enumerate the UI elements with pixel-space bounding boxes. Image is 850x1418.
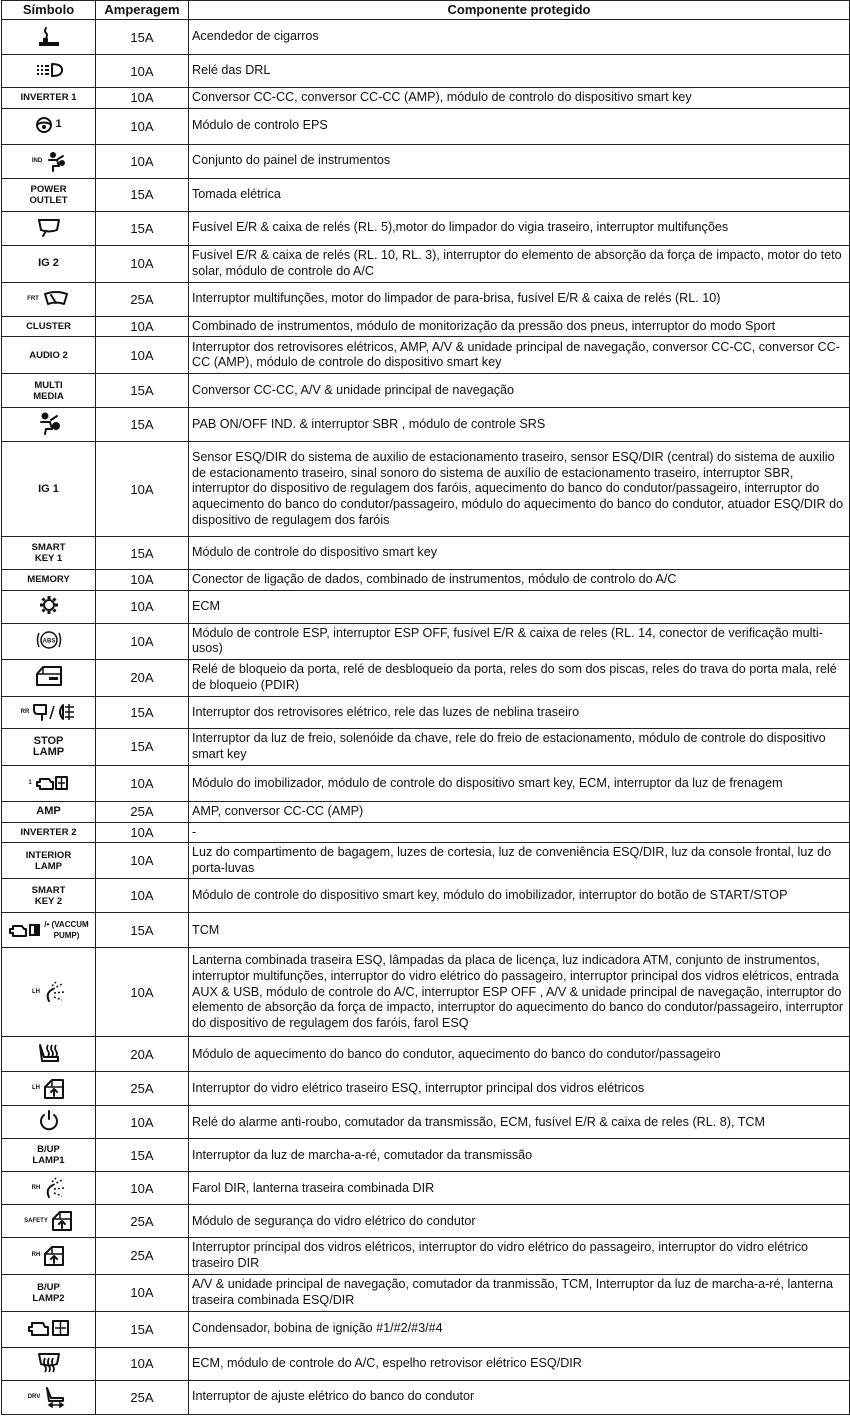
fuse-row <box>2 1274 850 1311</box>
fuse-symbol-cell <box>2 282 96 316</box>
eps-steering-icon <box>35 116 53 134</box>
fuse-amperage: 15A <box>96 178 189 211</box>
power-window-icon <box>43 1078 65 1100</box>
fuse-component: Interruptor do vidro elétrico traseiro ESQ, interruptor principal dos vidros elétricos <box>189 1072 850 1106</box>
fuse-row <box>2 696 850 728</box>
fuse-row <box>2 282 850 316</box>
fuse-symbol <box>32 981 65 1003</box>
fuse-component: - <box>189 822 850 843</box>
fuse-symbol-tag: FRT <box>27 295 39 302</box>
fuse-component: Acendedor de cigarros <box>189 20 850 55</box>
fuse-amperage: 15A <box>96 408 189 442</box>
rear-wiper-icon <box>36 217 62 237</box>
fuse-symbol-cell <box>2 144 96 178</box>
fuse-symbol-cell <box>2 879 96 913</box>
fuse-symbol-cell <box>2 913 96 948</box>
fuse-symbol-cell <box>2 1238 96 1274</box>
fuse-symbol-cell <box>2 20 96 55</box>
fuse-symbol <box>32 1078 65 1100</box>
tail-lamp-icon <box>43 1177 65 1199</box>
fuse-component: PAB ON/OFF IND. & interruptor SBR , módulo de controle SRS <box>189 408 850 442</box>
fuse-symbol-cell <box>2 801 96 822</box>
fuse-symbol-cell <box>2 822 96 843</box>
fuse-symbol-tag: RR <box>20 708 30 715</box>
fuse-amperage: 25A <box>96 1380 189 1414</box>
fuse-amperage: 10A <box>96 108 189 144</box>
fuse-symbol-suffix: 1 <box>55 118 62 131</box>
fuse-amperage: 25A <box>96 1205 189 1238</box>
fuse-symbol-label: POWER OUTLET <box>29 183 68 206</box>
fuse-symbol <box>32 1177 66 1199</box>
fuse-amperage: 10A <box>96 623 189 659</box>
engine-ignition-icon <box>27 1318 71 1338</box>
fuse-component: Interruptor da luz de freio, solenóide da chave, rele do freio de estacionamento, módulo de controle do dispositivo smart key <box>189 728 850 765</box>
fuse-symbol-cell <box>2 537 96 570</box>
fuse-amperage: 10A <box>96 316 189 337</box>
fuse-row <box>2 55 850 88</box>
fuse-row <box>2 537 850 570</box>
header-symbol: Símbolo <box>2 1 96 20</box>
fuse-symbol <box>30 184 68 206</box>
fuse-row <box>2 1139 850 1172</box>
fuse-component: Módulo de controle do dispositivo smart key, módulo do imobilizador, interruptor do botão de START/STOP <box>189 879 850 913</box>
fuse-symbol-label: INTERIOR LAMP <box>25 849 72 872</box>
fuse-symbol <box>38 484 59 495</box>
door-lock-icon <box>35 665 63 687</box>
fuse-symbol-cell <box>2 623 96 659</box>
fuse-symbol-label: /• (VACCUM PUMP) <box>44 919 89 940</box>
fuse-row <box>2 728 850 765</box>
fuse-component: Sensor ESQ/DIR do sistema de auxilio de estacionamento traseiro, sensor ESQ/DIR (central) do sistema de auxilio de estacionamento traseiro, sinal sonoro do sistema de auxílio de estacionamento traseiro, interruptor SBR, interruptor do dispositivo de regulagem dos faróis, aquecimento do banco do condutor/passageiro, interruptor do aquecimento do banco do condutor/passageiro, módulo do aquecimento do banco do condutor, atuador ESQ/DIR do dispositivo de regulagem dos faróis <box>189 442 850 537</box>
fuse-symbol <box>27 1318 71 1338</box>
fuse-symbol-label: MEMORY <box>27 574 70 586</box>
fuse-symbol-cell <box>2 245 96 282</box>
power-window-icon <box>51 1210 73 1232</box>
fuse-symbol-cell <box>2 55 96 88</box>
fuse-symbol-tag: DRV <box>27 1393 41 1400</box>
fuse-amperage: 15A <box>96 211 189 245</box>
fuse-symbol-cell <box>2 696 96 728</box>
fuse-symbol-cell <box>2 211 96 245</box>
engine-vacuum-pump-icon <box>8 921 42 939</box>
fuse-row <box>2 1380 850 1414</box>
fuse-row <box>2 659 850 696</box>
fuse-row <box>2 1072 850 1106</box>
svg-text:ABS: ABS <box>42 638 55 645</box>
fuse-component: Módulo de aquecimento do banco do condutor, aquecimento do banco do condutor/passageiro <box>189 1037 850 1072</box>
fuse-symbol-cell <box>2 1037 96 1072</box>
fuse-row <box>2 765 850 801</box>
fuse-row <box>2 178 850 211</box>
fuse-table <box>1 0 850 1415</box>
fuse-component: Módulo de controle ESP, interruptor ESP OFF, fusível E/R & caixa de reles (RL. 14, conector de verificação multi-usos) <box>189 623 850 659</box>
fuse-component: Conversor CC-CC, A/V & unidade principal de navegação <box>189 374 850 408</box>
fuse-amperage: 25A <box>96 1238 189 1274</box>
abs-icon <box>35 628 63 652</box>
fuse-component: Módulo de controlo EPS <box>189 108 850 144</box>
fuse-amperage: 10A <box>96 843 189 879</box>
fuse-row <box>2 948 850 1037</box>
fuse-component: Conjunto do painel de instrumentos <box>189 144 850 178</box>
fuse-symbol <box>27 574 69 585</box>
fuse-row <box>2 623 850 659</box>
fuse-symbol-tag: IND <box>31 157 43 164</box>
fuse-symbol <box>26 850 71 872</box>
fuse-symbol-cell <box>2 570 96 591</box>
fuse-symbol-tag: 1 <box>28 779 32 786</box>
fuse-symbol <box>27 290 70 308</box>
fuse-amperage: 10A <box>96 1347 189 1380</box>
fuse-amperage: 10A <box>96 879 189 913</box>
fuse-symbol <box>35 628 63 652</box>
fuse-symbol <box>34 62 64 78</box>
fuse-symbol <box>38 258 59 269</box>
fuse-symbol <box>32 1282 64 1304</box>
fuse-row <box>2 1205 850 1238</box>
tail-lamp-icon <box>43 981 65 1003</box>
fuse-symbol <box>36 411 62 435</box>
fuse-component: Interruptor dos retrovisores elétrico, rele das luzes de neblina traseiro <box>189 696 850 728</box>
fuse-symbol-tag: RH <box>31 1184 41 1191</box>
fuse-symbol-cell <box>2 178 96 211</box>
fuse-symbol-cell <box>2 408 96 442</box>
fuse-amperage: 15A <box>96 696 189 728</box>
fuse-symbol <box>21 827 77 838</box>
fuse-amperage: 25A <box>96 801 189 822</box>
fuse-symbol-tag: SAFETY <box>24 1217 48 1224</box>
seat-heater-icon <box>36 1042 62 1064</box>
fuse-symbol-label: CLUSTER <box>26 320 71 332</box>
fuse-row <box>2 20 850 55</box>
fuse-symbol-cell <box>2 1172 96 1205</box>
fuse-component: Combinado de instrumentos, módulo de monitorização da pressão dos pneus, interruptor do modo Sport <box>189 316 850 337</box>
fuse-symbol <box>29 350 68 361</box>
fuse-component: Interruptor dos retrovisores elétricos, AMP, A/V & unidade principal de navegação, conversor CC-CC, conversor CC-CC (AMP), módulo de controle do dispositivo smart key <box>189 337 850 374</box>
fuse-row <box>2 211 850 245</box>
fuse-row <box>2 316 850 337</box>
fuse-component: Módulo de controle do dispositivo smart key <box>189 537 850 570</box>
cigarette-lighter-icon <box>37 25 61 47</box>
fuse-symbol <box>36 217 62 237</box>
drl-lamp-icon <box>34 62 64 78</box>
fuse-row <box>2 1106 850 1139</box>
fuse-amperage: 10A <box>96 822 189 843</box>
fuse-symbol <box>28 774 68 792</box>
fuse-component: Lanterna combinada traseira ESQ, lâmpadas da placa de licença, luz indicadora ATM, conjunto de instrumentos, interruptor multifunções, interruptor do vidro elétrico do passageiro, interruptor principal dos vidros elétricos, entrada AUX & USB, módulo de controle do A/C, interruptor ESP OFF , A/V & unidade principal de navegação, interruptor do elemento de absorção da força de impacto, interruptor do aquecimento do banco do condutor/passageiro, interruptor do dispositivo de regulagem dos faróis, farol ESQ <box>189 948 850 1037</box>
fuse-component: Fusível E/R & caixa de relés (RL. 10, RL. 3), interruptor do elemento de absorção da força de impacto, motor do teto solar, módulo de controle do A/C <box>189 245 850 282</box>
fuse-symbol-cell <box>2 1311 96 1347</box>
fuse-symbol-cell <box>2 728 96 765</box>
fuse-symbol-cell <box>2 1274 96 1311</box>
fuse-symbol <box>33 736 64 758</box>
fuse-component: Interruptor multifunções, motor do limpador de para-brisa, fusível E/R & caixa de relés (RL. 10) <box>189 282 850 316</box>
fuse-symbol <box>26 321 71 332</box>
fuse-component: Condensador, bobina de ignição #1/#2/#3/#4 <box>189 1311 850 1347</box>
fuse-symbol-label: AUDIO 2 <box>29 349 68 361</box>
fuse-symbol <box>35 665 63 687</box>
fuse-row <box>2 144 850 178</box>
fuse-symbol-label: SMART KEY 2 <box>31 884 66 907</box>
fuse-amperage: 10A <box>96 948 189 1037</box>
fuse-amperage: 15A <box>96 1139 189 1172</box>
fuse-amperage: 10A <box>96 144 189 178</box>
fuse-symbol <box>24 1210 73 1232</box>
fuse-amperage: 10A <box>96 245 189 282</box>
fuse-row <box>2 843 850 879</box>
fuse-row <box>2 570 850 591</box>
fuse-symbol <box>32 885 66 907</box>
fuse-symbol <box>32 1245 66 1267</box>
fuse-symbol-label: INVERTER 1 <box>20 92 77 104</box>
fuse-symbol <box>21 702 77 722</box>
fuse-symbol-label: INVERTER 2 <box>20 826 77 838</box>
fuse-amperage: 25A <box>96 1072 189 1106</box>
fuse-symbol-cell <box>2 1380 96 1414</box>
fuse-symbol-cell <box>2 1347 96 1380</box>
fuse-symbol <box>33 380 64 402</box>
fuse-amperage: 15A <box>96 537 189 570</box>
fuse-component: Conector de ligação de dados, combinado de instrumentos, módulo de controlo do A/C <box>189 570 850 591</box>
fuse-amperage: 15A <box>96 20 189 55</box>
fuse-row <box>2 822 850 843</box>
fuse-amperage: 10A <box>96 442 189 537</box>
fuse-symbol-cell <box>2 88 96 109</box>
fuse-row <box>2 88 850 109</box>
fuse-amperage: 15A <box>96 374 189 408</box>
fuse-symbol-cell <box>2 590 96 623</box>
fuse-component: Relé das DRL <box>189 55 850 88</box>
fuse-symbol-label: B/UP LAMP2 <box>32 1281 65 1304</box>
header-row <box>2 1 850 20</box>
fuse-component: Farol DIR, lanterna traseira combinada DIR <box>189 1172 850 1205</box>
fuse-symbol-cell <box>2 374 96 408</box>
fuse-component: Fusível E/R & caixa de relés (RL. 5),motor do limpador do vigia traseiro, interruptor multifunções <box>189 211 850 245</box>
fuse-row <box>2 245 850 282</box>
fuse-amperage: 10A <box>96 590 189 623</box>
fuse-symbol <box>8 919 88 941</box>
fuse-component: Interruptor principal dos vidros elétricos, interruptor do vidro elétrico do passageiro, interruptor do vidro elétrico traseiro DIR <box>189 1238 850 1274</box>
fuse-symbol-cell <box>2 337 96 374</box>
fuse-symbol <box>37 25 61 47</box>
fuse-amperage: 15A <box>96 1311 189 1347</box>
fuse-symbol-label: IG 1 <box>38 482 59 495</box>
anti-theft-icon <box>38 1110 60 1132</box>
fuse-symbol-cell <box>2 108 96 144</box>
fuse-symbol-tag: RH <box>31 1252 41 1259</box>
fuse-row <box>2 442 850 537</box>
fuse-amperage: 10A <box>96 1172 189 1205</box>
ecm-gear-icon <box>39 595 59 615</box>
fuse-component: Luz do compartimento de bagagem, luzes de cortesia, luz de conveniência ESQ/DIR, luz da console frontal, luz do porta-luvas <box>189 843 850 879</box>
fuse-symbol-label: B/UP LAMP1 <box>32 1144 65 1167</box>
fuse-amperage: 20A <box>96 1037 189 1072</box>
engine-immobilizer-icon <box>35 774 69 792</box>
header-component: Componente protegido <box>189 1 850 20</box>
fuse-row <box>2 1238 850 1274</box>
fuse-component: Conversor CC-CC, conversor CC-CC (AMP), módulo de controlo do dispositivo smart key <box>189 88 850 109</box>
fuse-symbol-label: AMP <box>36 805 61 818</box>
fuse-symbol-label: IG 2 <box>38 257 59 270</box>
fuse-row <box>2 337 850 374</box>
fuse-symbol-cell <box>2 442 96 537</box>
fuse-row <box>2 408 850 442</box>
header-amperage: Amperagem <box>96 1 189 20</box>
fuse-amperage: 10A <box>96 55 189 88</box>
fuse-symbol-label: SMART KEY 1 <box>31 542 66 565</box>
fuse-symbol-cell <box>2 843 96 879</box>
fuse-symbol <box>28 1386 70 1408</box>
fuse-component: ECM <box>189 590 850 623</box>
fuse-symbol <box>32 542 66 564</box>
power-seat-icon <box>43 1386 69 1408</box>
fuse-row <box>2 374 850 408</box>
mirror-rear-fog-icon <box>32 702 76 722</box>
fuse-symbol <box>35 116 61 134</box>
airbag-icon <box>36 411 62 435</box>
fuse-symbol <box>38 1110 60 1132</box>
airbag-indicator-icon <box>45 150 65 172</box>
fuse-symbol <box>32 150 65 172</box>
fuse-row <box>2 108 850 144</box>
fuse-amperage: 15A <box>96 913 189 948</box>
fuse-symbol <box>21 92 77 103</box>
fuse-component: ECM, módulo de controle do A/C, espelho retrovisor elétrico ESQ/DIR <box>189 1347 850 1380</box>
fuse-symbol <box>36 806 60 817</box>
fuse-component: Relé do alarme anti-roubo, comutador da transmissão, ECM, fusível E/R & caixa de reles (RL. 8), TCM <box>189 1106 850 1139</box>
fuse-amperage: 15A <box>96 728 189 765</box>
fuse-symbol <box>36 1042 62 1064</box>
fuse-component: TCM <box>189 913 850 948</box>
fuse-component: Interruptor de ajuste elétrico do banco do condutor <box>189 1380 850 1414</box>
fuse-amperage: 10A <box>96 1106 189 1139</box>
fuse-amperage: 10A <box>96 337 189 374</box>
rear-defroster-icon <box>36 1351 62 1373</box>
fuse-component: AMP, conversor CC-CC (AMP) <box>189 801 850 822</box>
fuse-component: Tomada elétrica <box>189 178 850 211</box>
front-wiper-icon <box>42 290 70 308</box>
fuse-component: Módulo do imobilizador, módulo de controle do dispositivo smart key, ECM, interruptor da luz de frenagem <box>189 765 850 801</box>
fuse-symbol-cell <box>2 1205 96 1238</box>
fuse-component: Interruptor da luz de marcha-a-ré, comutador da transmissão <box>189 1139 850 1172</box>
fuse-rows <box>2 20 850 1415</box>
fuse-symbol <box>39 595 59 615</box>
fuse-component: A/V & unidade principal de navegação, comutador da tranmissão, TCM, Interruptor da luz de marcha-a-ré, lanterna traseira combinada ESQ/DIR <box>189 1274 850 1311</box>
fuse-amperage: 10A <box>96 570 189 591</box>
fuse-symbol-label: MULTI MEDIA <box>33 379 64 402</box>
fuse-symbol-cell <box>2 948 96 1037</box>
fuse-amperage: 10A <box>96 88 189 109</box>
fuse-symbol-tag: LH <box>32 988 40 995</box>
fuse-component: Relé de bloqueio da porta, relé de desbloqueio da porta, reles do som dos piscas, reles do trava do porta mala, relé de bloqueio (PDIR) <box>189 659 850 696</box>
power-window-icon <box>43 1245 65 1267</box>
fuse-symbol-label: STOP LAMP <box>32 734 65 758</box>
fuse-amperage: 25A <box>96 282 189 316</box>
fuse-row <box>2 1172 850 1205</box>
fuse-row <box>2 1347 850 1380</box>
fuse-amperage: 10A <box>96 1274 189 1311</box>
fuse-row <box>2 1037 850 1072</box>
fuse-symbol-cell <box>2 316 96 337</box>
fuse-symbol <box>32 1144 64 1166</box>
fuse-row <box>2 879 850 913</box>
fuse-symbol-tag: LH <box>32 1085 40 1092</box>
fuse-row <box>2 590 850 623</box>
fuse-symbol-cell <box>2 1072 96 1106</box>
fuse-symbol-cell <box>2 659 96 696</box>
fuse-amperage: 10A <box>96 765 189 801</box>
fuse-row <box>2 913 850 948</box>
fuse-symbol-cell <box>2 765 96 801</box>
fuse-row <box>2 1311 850 1347</box>
fuse-symbol <box>36 1351 62 1373</box>
fuse-amperage: 20A <box>96 659 189 696</box>
fuse-component: Módulo de segurança do vidro elétrico do condutor <box>189 1205 850 1238</box>
fuse-symbol-cell <box>2 1106 96 1139</box>
fuse-row <box>2 801 850 822</box>
fuse-symbol-cell <box>2 1139 96 1172</box>
